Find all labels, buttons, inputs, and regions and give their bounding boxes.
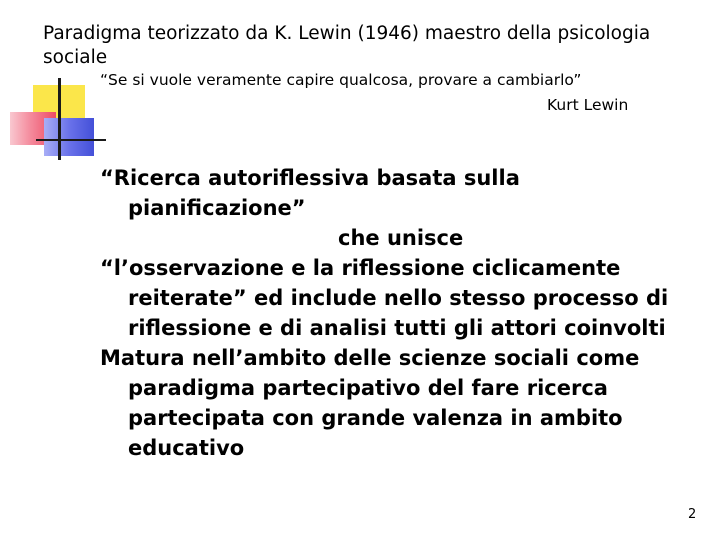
slide-title: Paradigma teorizzato da K. Lewin (1946) maestro della psicologia sociale (43, 23, 651, 68)
lewin-quote: “Se si vuole veramente capire qualcosa, provare a cambiarlo” (100, 71, 582, 89)
body-paragraph: “l’osservazione e la riflessione ciclicamente reiterate” ed include nello stesso processo di riflessione e di analisi tutti gli attori coinvolti (100, 256, 669, 340)
slide-body (100, 163, 690, 463)
body-paragraph-connector: che unisce (338, 226, 464, 250)
horizontal-rule (36, 139, 106, 141)
quote-author: Kurt Lewin (547, 96, 629, 114)
vertical-rule (58, 78, 61, 160)
body-paragraph: Matura nell’ambito delle scienze sociali come paradigma partecipativo del fare ricerca partecipata con grande valenza in ambito educativo (100, 346, 640, 460)
blue-square-shape (44, 118, 94, 156)
body-paragraph: “Ricerca autoriflessiva basata sulla pianificazione” (100, 166, 520, 220)
page-number: 2 (688, 507, 697, 522)
